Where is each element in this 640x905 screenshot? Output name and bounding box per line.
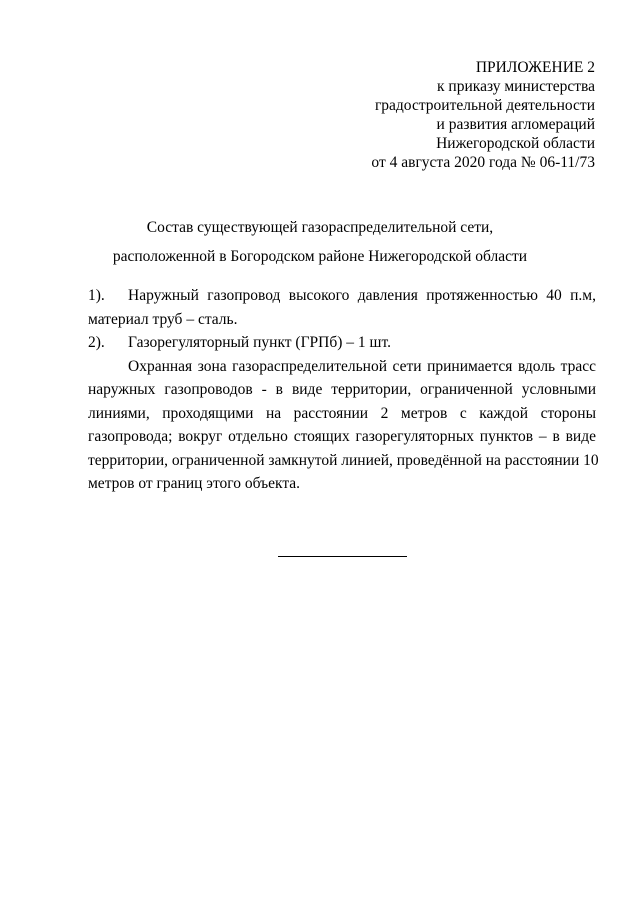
- list-item-text: Наружный газопровод высокого давления протяженностью 40 п.м,: [128, 287, 596, 304]
- appendix-line: и развития агломераций: [436, 116, 595, 133]
- list-item-number: 2).: [88, 334, 105, 351]
- end-separator-line: [278, 556, 407, 557]
- list-item-text-continuation: материал труб – сталь.: [88, 310, 238, 328]
- appendix-date-number: от 4 августа 2020 года № 06-11/73: [371, 154, 595, 171]
- list-item: [88, 331, 596, 355]
- paragraph-line: линиями, проходящими на расстоянии 2 метров с каждой стороны: [88, 404, 596, 422]
- title-line: Состав существующей газораспределительной сети,: [146, 219, 494, 236]
- protection-zone-paragraph: [88, 355, 599, 496]
- appendix-line: к приказу министерства: [437, 78, 595, 95]
- paragraph-line: газопровода; вокруг отдельно стоящих газорегуляторных пунктов – в виде: [88, 428, 596, 445]
- list-item-text: Газорегуляторный пункт (ГРПб) – 1 шт.: [128, 334, 391, 351]
- paragraph-line: территории, ограниченной замкнутой линией, проведённой на расстоянии 10: [88, 451, 599, 469]
- paragraph-line: Охранная зона газораспределительной сети принимается вдоль трасс: [128, 357, 596, 375]
- appendix-header: [371, 58, 595, 172]
- paragraph-line: метров от границ этого объекта.: [88, 475, 301, 492]
- appendix-title: ПРИЛОЖЕНИЕ 2: [475, 59, 595, 76]
- list-item-number: 1).: [88, 287, 105, 304]
- appendix-line: градостроительной деятельности: [374, 97, 595, 114]
- document-title: [0, 213, 640, 271]
- list-item: [88, 284, 596, 331]
- title-line: расположенной в Богородском районе Нижегородской области: [112, 248, 528, 265]
- appendix-line: Нижегородской области: [436, 135, 595, 152]
- paragraph-line: наружных газопроводов - в виде территории, ограниченной условными: [88, 381, 596, 398]
- document-body: [88, 284, 599, 496]
